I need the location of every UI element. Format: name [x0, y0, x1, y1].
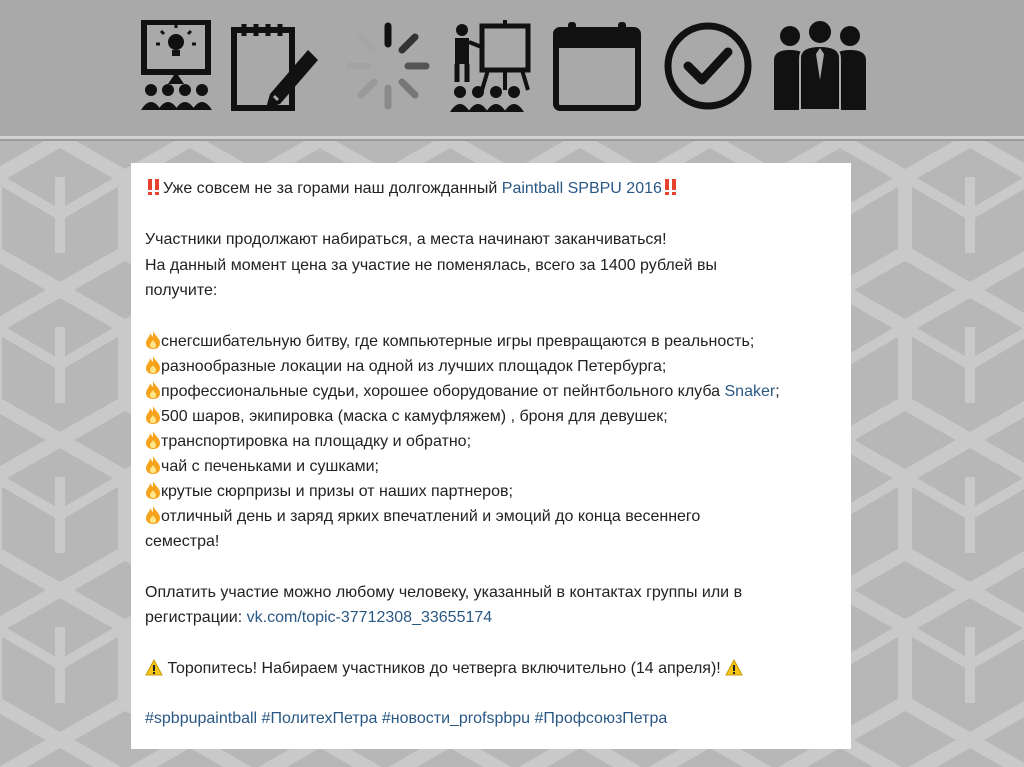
notepad-pencil-icon	[230, 20, 322, 112]
presenter-flipchart-icon	[448, 20, 534, 112]
list-item	[145, 356, 666, 377]
warning-line	[145, 659, 743, 679]
list-item-text: крутые сюрпризы и призы от наших партнеров;	[161, 483, 513, 500]
post-headline	[145, 178, 680, 199]
business-team-icon	[772, 20, 868, 112]
payment-line-1: Оплатить участие можно любому человеку, указанный в контактах группы или в	[145, 584, 743, 601]
headline-text: Уже совсем не за горами наш долгожданный	[163, 180, 498, 197]
warning-icon	[725, 659, 743, 676]
list-item	[145, 431, 471, 452]
list-item-continuation: семестра!	[145, 533, 220, 550]
double-exclamation-icon	[145, 178, 163, 196]
list-item	[145, 331, 754, 352]
list-item	[145, 506, 700, 527]
fire-icon	[145, 431, 161, 449]
intro-line-2: На данный момент цена за участие не поменялась, всего за 1400 рублей вы	[145, 257, 718, 274]
list-item-text: транспортировка на площадку и обратно;	[161, 433, 472, 450]
fire-icon	[145, 381, 161, 399]
list-item-text: профессиональные судьи, хорошее оборудование от пейнтбольного клуба	[161, 383, 721, 400]
list-item-text: чай с печеньками и сушками;	[161, 458, 379, 475]
registration-link[interactable]: vk.com/topic-37712308_33655174	[246, 609, 493, 626]
list-item	[145, 481, 513, 502]
presentation-idea-icon	[138, 20, 214, 112]
list-item	[145, 406, 668, 427]
post-card	[131, 163, 851, 749]
fire-icon	[145, 406, 161, 424]
payment-label: регистрации:	[145, 609, 243, 626]
checkmark-circle-icon	[660, 20, 756, 112]
fire-icon	[145, 506, 161, 524]
double-exclamation-icon	[662, 178, 680, 196]
paintball-link[interactable]: Paintball SPBPU 2016	[501, 180, 662, 197]
fire-icon	[145, 356, 161, 374]
warning-icon	[145, 659, 163, 676]
list-item-text: снегсшибательную битву, где компьютерные игры превращаются в реальность;	[161, 333, 755, 350]
loading-spinner-icon	[344, 20, 432, 112]
fire-icon	[145, 331, 161, 349]
intro-line-1: Участники продолжают набираться, а места начинают заканчиваться!	[145, 231, 667, 248]
icon-banner	[0, 0, 1024, 136]
fire-icon	[145, 481, 161, 499]
snaker-link[interactable]: Snaker	[724, 383, 776, 400]
warning-text: Торопитесь! Набираем участников до четверга включительно (14 апреля)!	[167, 660, 721, 677]
hashtags[interactable]: #spbpupaintball #ПолитехПетра #новости_profspbpu #ПрофсоюзПетра	[145, 710, 668, 727]
list-item-text: 500 шаров, экипировка (маска с камуфляжем) , броня для девушек;	[161, 408, 668, 425]
payment-line-2	[145, 608, 492, 628]
list-item	[145, 456, 379, 477]
intro-line-3: получите:	[145, 282, 218, 299]
fire-icon	[145, 456, 161, 474]
list-item	[145, 381, 780, 402]
list-item-text: отличный день и заряд ярких впечатлений и эмоций до конца весеннего	[161, 508, 701, 525]
list-item-tail: ;	[775, 383, 780, 400]
calendar-icon	[552, 20, 642, 112]
list-item-text: разнообразные локации на одной из лучших площадок Петербурга;	[161, 358, 667, 375]
banner-divider-shadow	[0, 139, 1024, 141]
